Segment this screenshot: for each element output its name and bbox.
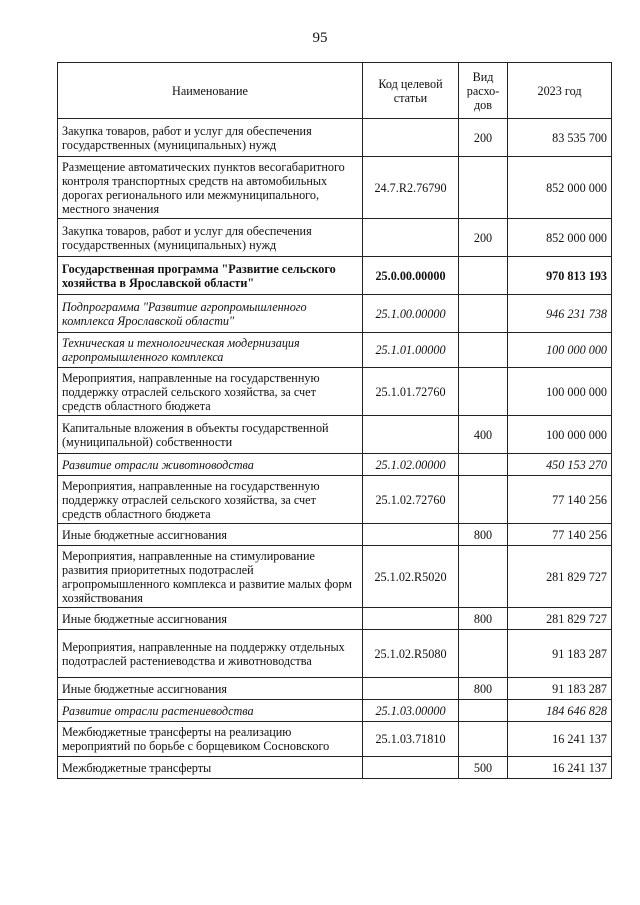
row-kind [459, 368, 508, 416]
row-amount: 83 535 700 [508, 119, 612, 157]
table-row [58, 295, 612, 333]
table-row [58, 700, 612, 722]
header-year: 2023 год [508, 63, 612, 119]
header-kind: Вид расхо-дов [459, 63, 508, 119]
row-name: Техническая и технологическая модернизация агропромышленного комплекса [58, 333, 363, 368]
row-code [363, 119, 459, 157]
row-code: 25.1.02.R5080 [363, 630, 459, 678]
row-amount: 852 000 000 [508, 157, 612, 219]
row-amount: 184 646 828 [508, 700, 612, 722]
table-row [58, 608, 612, 630]
row-amount: 16 241 137 [508, 757, 612, 779]
row-amount: 946 231 738 [508, 295, 612, 333]
row-name: Закупка товаров, работ и услуг для обеспечения государственных (муниципальных) нужд [58, 119, 363, 157]
row-code [363, 416, 459, 454]
table-row [58, 630, 612, 678]
row-kind: 200 [459, 119, 508, 157]
row-name: Подпрограмма "Развитие агропромышленного комплекса Ярославской области" [58, 295, 363, 333]
row-code: 25.1.03.00000 [363, 700, 459, 722]
row-name: Закупка товаров, работ и услуг для обеспечения государственных (муниципальных) нужд [58, 219, 363, 257]
header-name: Наименование [58, 63, 363, 119]
row-kind: 800 [459, 608, 508, 630]
row-kind [459, 722, 508, 757]
row-code: 25.0.00.00000 [363, 257, 459, 295]
row-kind [459, 295, 508, 333]
table-row [58, 333, 612, 368]
table-row [58, 416, 612, 454]
row-name: Мероприятия, направленные на поддержку отдельных подотраслей растениеводства и животноводства [58, 630, 363, 678]
table-row [58, 257, 612, 295]
row-name: Развитие отрасли животноводства [58, 454, 363, 476]
row-code [363, 678, 459, 700]
row-amount: 77 140 256 [508, 476, 612, 524]
row-kind [459, 476, 508, 524]
row-amount: 281 829 727 [508, 608, 612, 630]
row-kind: 800 [459, 524, 508, 546]
row-kind [459, 454, 508, 476]
row-amount: 450 153 270 [508, 454, 612, 476]
budget-table [57, 62, 612, 779]
row-kind: 200 [459, 219, 508, 257]
row-kind [459, 257, 508, 295]
table-row [58, 368, 612, 416]
row-kind [459, 700, 508, 722]
page-number: 95 [312, 30, 328, 46]
header-code: Код целевой статьи [363, 63, 459, 119]
row-name: Мероприятия, направленные на государственную поддержку отраслей сельского хозяйства, за счет средств областного бюджета [58, 476, 363, 524]
table-row [58, 757, 612, 779]
row-name: Капитальные вложения в объекты государственной (муниципальной) собственности [58, 416, 363, 454]
row-amount: 16 241 137 [508, 722, 612, 757]
row-name: Иные бюджетные ассигнования [58, 524, 363, 546]
table-row [58, 219, 612, 257]
row-name: Мероприятия, направленные на государственную поддержку отраслей сельского хозяйства, за счет средств областного бюджета [58, 368, 363, 416]
row-name: Государственная программа "Развитие сельского хозяйства в Ярославской области" [58, 257, 363, 295]
row-name: Межбюджетные трансферты на реализацию мероприятий по борьбе с борщевиком Сосновского [58, 722, 363, 757]
row-amount: 100 000 000 [508, 416, 612, 454]
table-row [58, 157, 612, 219]
table-row [58, 119, 612, 157]
row-amount: 100 000 000 [508, 333, 612, 368]
table-header [58, 63, 612, 119]
table-body [58, 119, 612, 779]
row-code: 25.1.01.00000 [363, 333, 459, 368]
row-amount: 852 000 000 [508, 219, 612, 257]
row-name: Иные бюджетные ассигнования [58, 678, 363, 700]
row-amount: 100 000 000 [508, 368, 612, 416]
row-code: 25.1.02.72760 [363, 476, 459, 524]
table-row [58, 476, 612, 524]
row-name: Межбюджетные трансферты [58, 757, 363, 779]
row-code: 24.7.R2.76790 [363, 157, 459, 219]
table-row [58, 524, 612, 546]
row-code: 25.1.02.R5020 [363, 546, 459, 608]
row-amount: 91 183 287 [508, 630, 612, 678]
table-row [58, 454, 612, 476]
row-code [363, 757, 459, 779]
row-kind [459, 333, 508, 368]
row-kind: 500 [459, 757, 508, 779]
row-kind [459, 630, 508, 678]
row-kind [459, 157, 508, 219]
row-amount: 281 829 727 [508, 546, 612, 608]
table-row [58, 678, 612, 700]
row-code: 25.1.00.00000 [363, 295, 459, 333]
row-name: Размещение автоматических пунктов весогабаритного контроля транспортных средств на автомобильных дорогах регионального или межмуниципального, местного значения [58, 157, 363, 219]
row-kind: 800 [459, 678, 508, 700]
row-name: Развитие отрасли растениеводства [58, 700, 363, 722]
row-code: 25.1.03.71810 [363, 722, 459, 757]
row-code: 25.1.02.00000 [363, 454, 459, 476]
row-amount: 91 183 287 [508, 678, 612, 700]
row-name: Мероприятия, направленные на стимулирование развития приоритетных подотраслей агропромышленного комплекса и развитие малых форм хозяйствования [58, 546, 363, 608]
row-code [363, 219, 459, 257]
table-row [58, 722, 612, 757]
row-code [363, 608, 459, 630]
row-amount: 970 813 193 [508, 257, 612, 295]
row-code: 25.1.01.72760 [363, 368, 459, 416]
row-kind: 400 [459, 416, 508, 454]
row-amount: 77 140 256 [508, 524, 612, 546]
row-name: Иные бюджетные ассигнования [58, 608, 363, 630]
row-kind [459, 546, 508, 608]
table-row [58, 546, 612, 608]
row-code [363, 524, 459, 546]
